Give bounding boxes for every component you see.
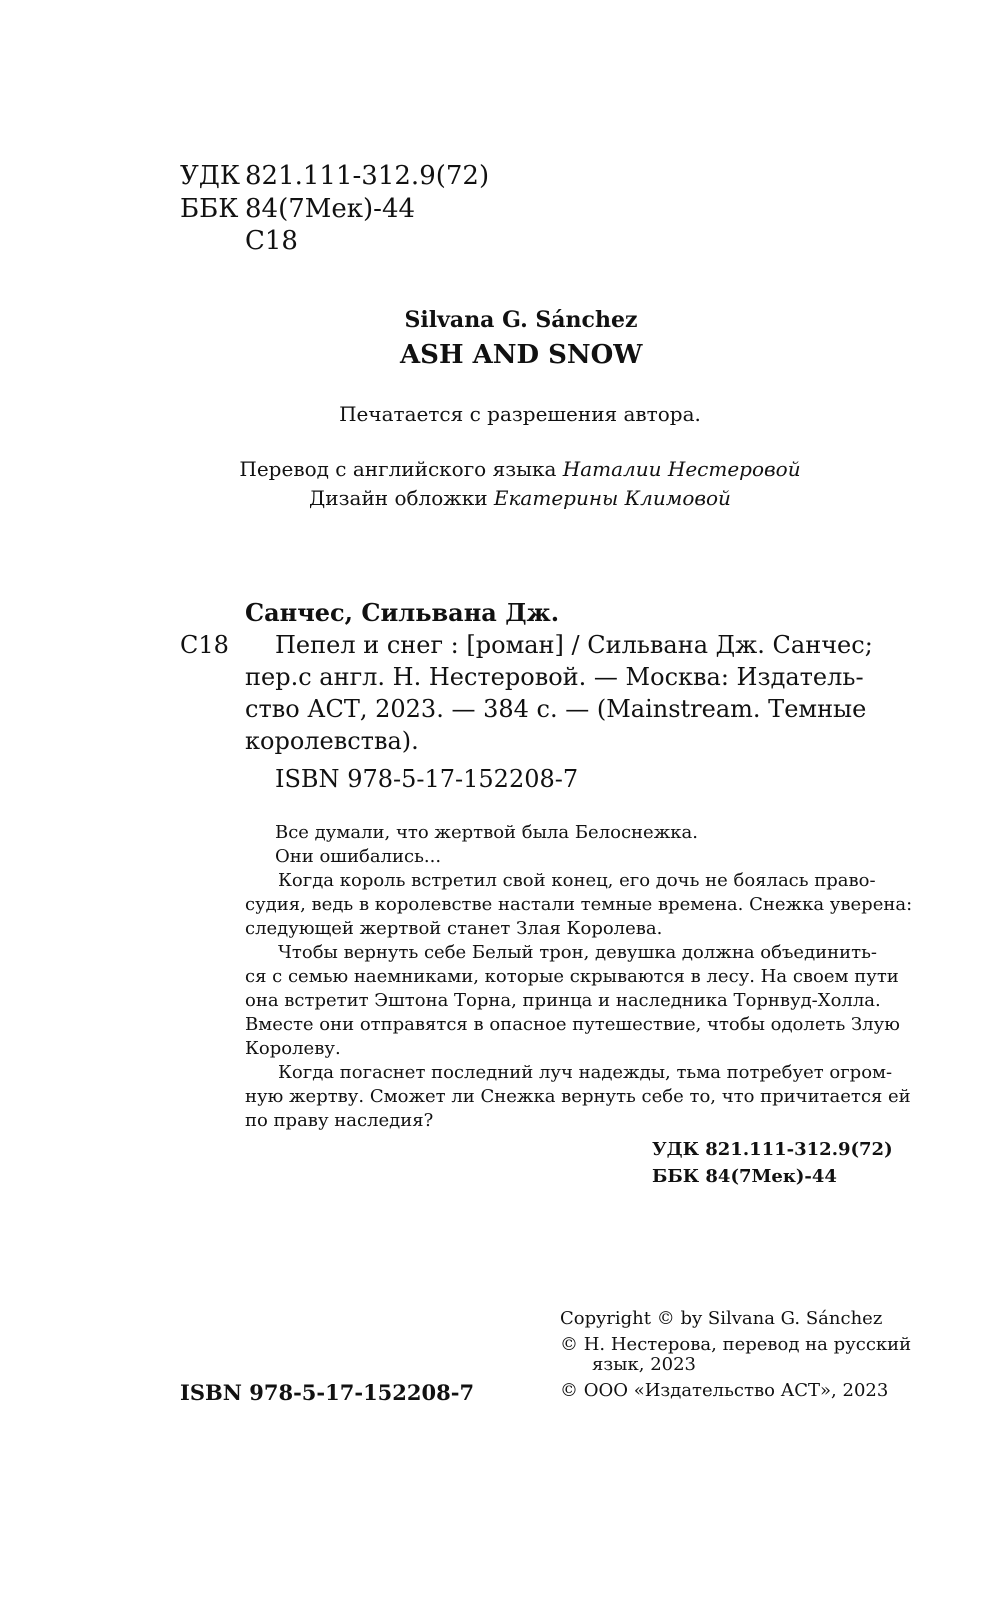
author-mark: С18 — [245, 226, 298, 256]
record-description-line: пер.с англ. Н. Нестеровой. — Москва: Издатель- — [245, 663, 864, 691]
design-prefix: Дизайн обложки — [309, 486, 494, 510]
bbk-value: 84(7Мек)-44 — [245, 194, 416, 224]
designer-name: Екатерины Климовой — [493, 486, 731, 510]
annotation-line: ную жертву. Сможет ли Снежка вернуть себе то, что причитается ей — [245, 1086, 911, 1107]
translator-name: Наталии Нестеровой — [562, 457, 801, 481]
copyright-line: язык, 2023 — [592, 1354, 697, 1375]
record-description-line: ство АСТ, 2023. — 384 с. — (Mainstream. Темные — [245, 695, 867, 723]
record-author-heading: Санчес, Сильвана Дж. — [245, 598, 560, 627]
annotation-line: следующей жертвой станет Злая Королева. — [245, 918, 663, 939]
annotation-line: Вместе они отправятся в опасное путешествие, чтобы одолеть Злую — [245, 1014, 900, 1035]
copyright-line: Copyright © by Silvana G. Sánchez — [560, 1308, 883, 1329]
record-description-line: королевства). — [245, 727, 419, 755]
original-title: ASH AND SNOW — [400, 340, 643, 370]
annotation-line: Королеву. — [245, 1038, 341, 1059]
design-credit — [180, 486, 860, 510]
annotation-line: Все думали, что жертвой была Белоснежка. — [275, 822, 698, 843]
record-description-line: Пепел и снег : [роман] / Сильвана Дж. Санчес; — [275, 631, 873, 659]
annotation-line: Они ошибались... — [275, 846, 442, 867]
copyright-line: © Н. Нестерова, перевод на русский — [560, 1334, 912, 1355]
bbk-label: ББК — [180, 194, 239, 224]
isbn-bottom: ISBN 978-5-17-152208-7 — [180, 1380, 475, 1405]
record-author-mark: С18 — [180, 631, 229, 659]
annotation-line: Чтобы вернуть себе Белый трон, девушка должна объединить- — [278, 942, 877, 963]
original-author: Silvana G. Sánchez — [404, 307, 638, 333]
annotation-line: Когда погаснет последний луч надежды, тьма потребует огром- — [278, 1062, 893, 1083]
annotation-line: ся с семью наемниками, которые скрываются в лесу. На своем пути — [245, 966, 899, 987]
annotation-line: она встретит Эштона Торна, принца и наследника Торнвуд-Холла. — [245, 990, 881, 1011]
annotation-line: судия, ведь в королевстве настали темные времена. Снежка уверена: — [245, 894, 913, 915]
record-udk: УДК 821.111-312.9(72) — [652, 1139, 893, 1160]
udk-value: 821.111-312.9(72) — [245, 161, 490, 191]
translation-credit — [180, 457, 860, 481]
copyright-line: © ООО «Издательство АСТ», 2023 — [560, 1380, 889, 1401]
record-bbk: ББК 84(7Мек)-44 — [652, 1166, 837, 1187]
udk-label: УДК — [180, 161, 241, 191]
permission-note: Печатается с разрешения автора. — [339, 402, 701, 426]
record-isbn: ISBN 978-5-17-152208-7 — [275, 765, 579, 793]
annotation-line: Когда король встретил свой конец, его дочь не боялась право- — [278, 870, 876, 891]
translation-prefix: Перевод с английского языка — [239, 457, 563, 481]
annotation-line: по праву наследия? — [245, 1110, 434, 1131]
